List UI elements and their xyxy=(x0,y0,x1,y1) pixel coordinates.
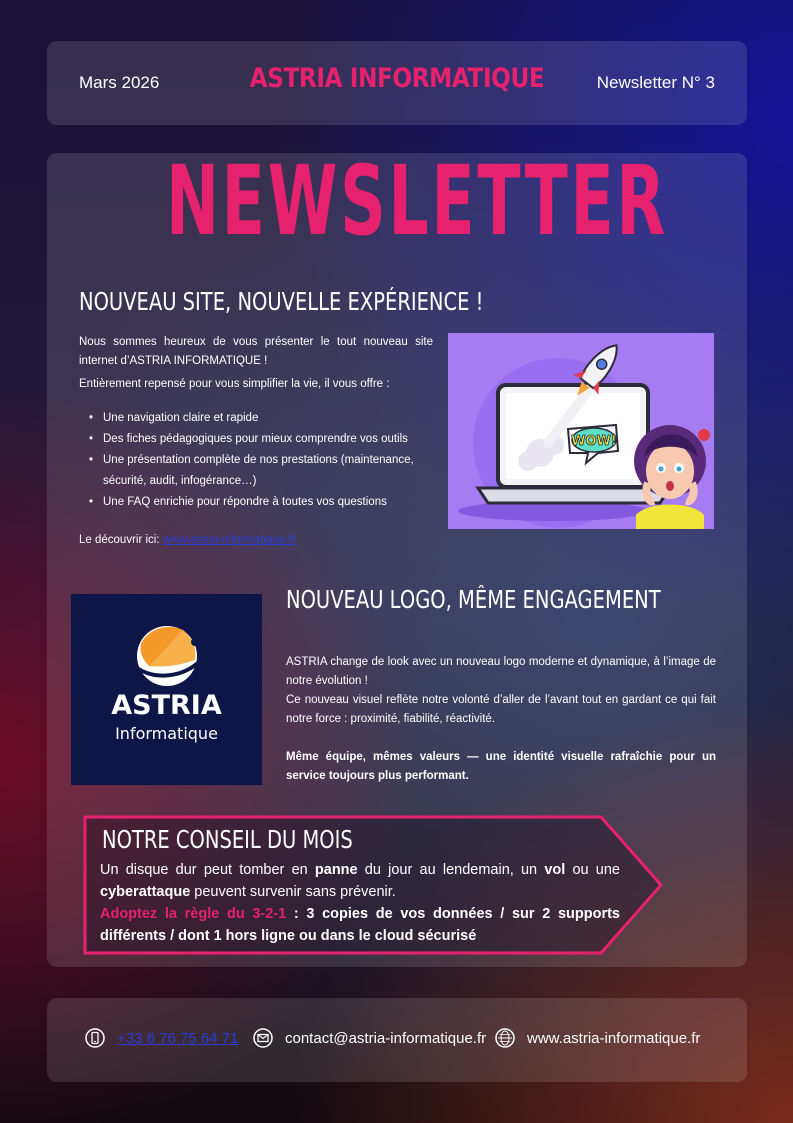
intro-text: Nous sommes heureux de vous présenter le tout nouveau site internet d’ASTRIA INFORMATIQUE ! xyxy=(79,336,433,367)
section-new-logo-body xyxy=(286,653,716,786)
footer-bar xyxy=(47,998,747,1082)
tip-title: NOTRE CONSEIL DU MOIS xyxy=(102,825,353,854)
footer-phone xyxy=(85,1028,238,1048)
tip-body: Un disque dur peut tomber en panne du jour au lendemain, un vol ou une cyberattaque peuvent survenir sans prévenir. Adoptez la règle du 3-2-1 : 3 copies de vos données / sur 2 supports différents / dont 1 hors ligne ou dans le cloud sécurisé xyxy=(100,862,620,944)
main-panel xyxy=(47,145,747,967)
email-icon xyxy=(253,1028,273,1048)
discover-label: Le découvrir ici: xyxy=(79,534,160,546)
website-link[interactable]: www.astria-informatique.fr xyxy=(162,534,296,546)
feature-list xyxy=(79,408,433,513)
logo-name: ASTRIA xyxy=(111,690,222,721)
section-new-site-title: NOUVEAU SITE, NOUVELLE EXPÉRIENCE ! xyxy=(79,287,484,316)
footer-website xyxy=(495,1028,700,1048)
newsletter-title: NEWSLETTER xyxy=(165,145,668,257)
list-item: • Une FAQ enrichie pour répondre à toutes vos questions xyxy=(89,496,387,508)
globe-icon xyxy=(495,1028,515,1048)
list-item: • Une présentation complète de nos prestations (maintenance, sécurité, audit, infogérance…) xyxy=(89,454,414,487)
wow-bubble-text: WOW! xyxy=(571,434,617,449)
issue-date: Mars 2026 xyxy=(79,73,160,92)
section-new-logo-title: NOUVEAU LOGO, MÊME ENGAGEMENT xyxy=(286,585,661,614)
discover-line xyxy=(79,531,433,550)
logo-paragraph-3: Même équipe, mêmes valeurs — une identité visuelle rafraîchie pour un service toujours plus performant. xyxy=(286,751,716,782)
email-address[interactable]: contact@astria-informatique.fr xyxy=(285,1029,487,1047)
list-item: • Des fiches pédagogiques pour mieux comprendre vos outils xyxy=(89,433,408,445)
footer-email xyxy=(253,1028,486,1048)
logo-paragraph-1: ASTRIA change de look avec un nouveau logo moderne et dynamique, à l’image de notre évolution ! xyxy=(286,656,716,687)
logo-subtitle: Informatique xyxy=(115,724,218,743)
website-address[interactable]: www.astria-informatique.fr xyxy=(527,1029,701,1047)
header-bar xyxy=(47,41,747,125)
section-new-site-body xyxy=(79,333,433,550)
rocket-laptop-icon xyxy=(448,333,714,529)
phone-link[interactable]: +33 6 76 75 64 71 xyxy=(117,1029,239,1047)
phone-icon xyxy=(85,1028,105,1048)
astria-logo xyxy=(71,594,262,785)
website-launch-illustration xyxy=(448,333,714,529)
intro-text-2: Entièrement repensé pour vous simplifier la vie, il vous offre : xyxy=(79,378,390,390)
brand-title: ASTRIA INFORMATIQUE xyxy=(249,63,545,94)
list-item: • Une navigation claire et rapide xyxy=(89,412,259,424)
logo-paragraph-2: Ce nouveau visuel reflète notre volonté d’aller de l’avant tout en gardant ce qui fait notre force : proximité, fiabilité, réactivité. xyxy=(286,694,716,725)
tip-rule: Adoptez la règle du 3-2-1 xyxy=(100,906,287,922)
issue-number: Newsletter N° 3 xyxy=(596,73,715,92)
